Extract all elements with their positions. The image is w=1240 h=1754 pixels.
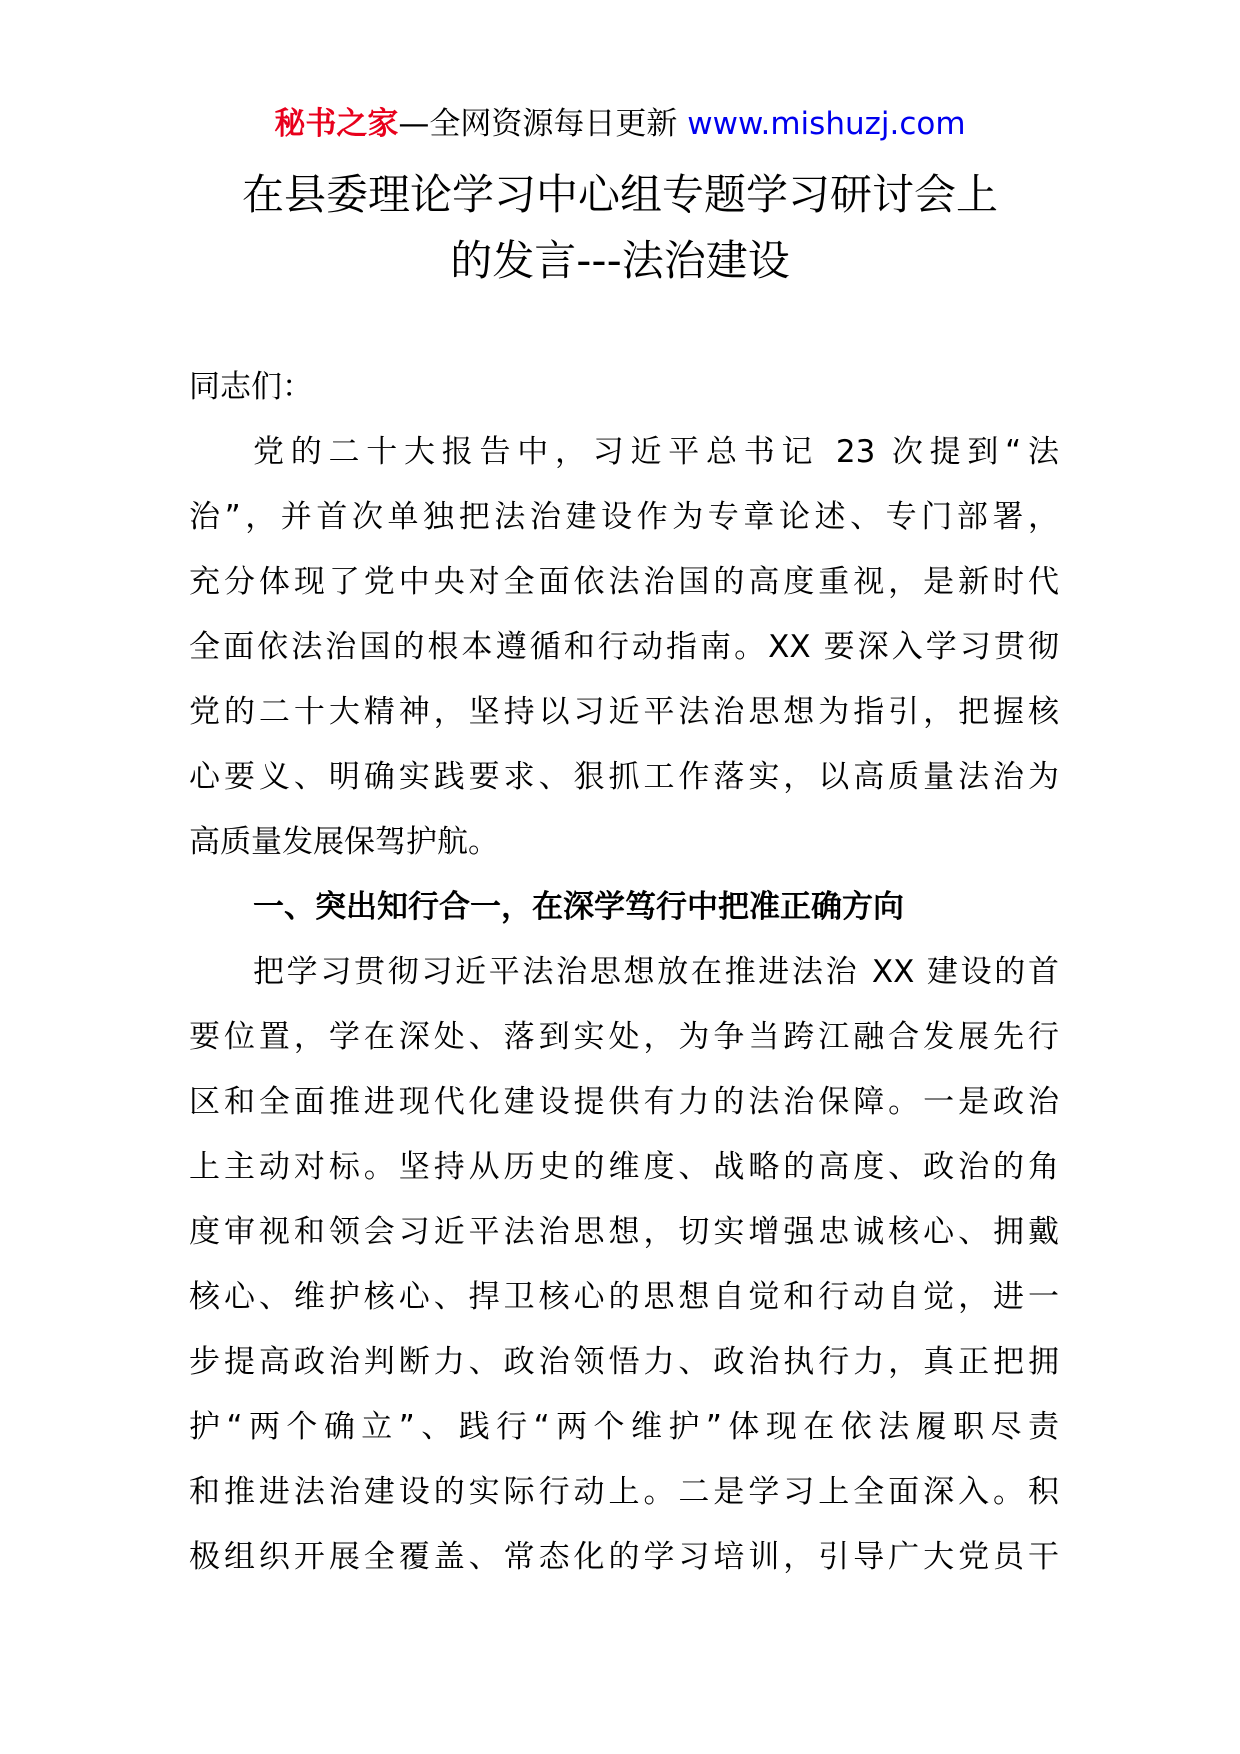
salutation: 同志们： <box>189 369 313 405</box>
site-url-link[interactable]: www.mishuzj.com <box>687 106 966 142</box>
body-line: 党的二十大精神，坚持以习近平法治思想为指引，把握核 <box>189 694 1059 730</box>
title-line-1: 在县委理论学习中心组专题学习研讨会上 <box>241 170 998 219</box>
body-line: 充分体现了党中央对全面依法治国的高度重视，是新时代 <box>189 564 1059 600</box>
document-body <box>189 355 1059 1590</box>
body-line: 区和全面推进现代化建设提供有力的法治保障。一是政治 <box>189 1084 1059 1120</box>
body-line: 心要义、明确实践要求、狠抓工作落实，以高质量法治为 <box>189 759 1059 795</box>
section-heading: 一、突出知行合一，在深学笃行中把准正确方向 <box>253 889 904 925</box>
title-line-2: 的发言---法治建设 <box>450 236 790 285</box>
body-line: 要位置，学在深处、落到实处，为争当跨江融合发展先行 <box>189 1019 1059 1055</box>
body-line: 极组织开展全覆盖、常态化的学习培训，引导广大党员干 <box>189 1539 1059 1575</box>
header-slogan: —全网资源每日更新 <box>398 106 688 142</box>
body-line: 核心、维护核心、捍卫核心的思想自觉和行动自觉，进一 <box>189 1279 1059 1315</box>
body-line: 治”，并首次单独把法治建设作为专章论述、专门部署， <box>189 499 1059 535</box>
brand-name: 秘书之家 <box>274 106 399 142</box>
body-line: 护“两个确立”、践行“两个维护”体现在依法履职尽责 <box>189 1409 1059 1445</box>
document-title <box>140 162 1100 294</box>
body-line: 全面依法治国的根本遵循和行动指南。XX 要深入学习贯彻 <box>189 629 1059 665</box>
site-header <box>0 100 1240 148</box>
body-line: 步提高政治判断力、政治领悟力、政治执行力，真正把拥 <box>189 1344 1059 1380</box>
body-line: 党的二十大报告中，习近平总书记 23 次提到“法 <box>253 434 1059 470</box>
body-line: 高质量发展保驾护航。 <box>189 824 499 860</box>
body-line: 上主动对标。坚持从历史的维度、战略的高度、政治的角 <box>189 1149 1059 1185</box>
body-line: 和推进法治建设的实际行动上。二是学习上全面深入。积 <box>189 1474 1059 1510</box>
body-line: 把学习贯彻习近平法治思想放在推进法治 XX 建设的首 <box>253 954 1059 990</box>
body-line: 度审视和领会习近平法治思想，切实增强忠诚核心、拥戴 <box>189 1214 1059 1250</box>
